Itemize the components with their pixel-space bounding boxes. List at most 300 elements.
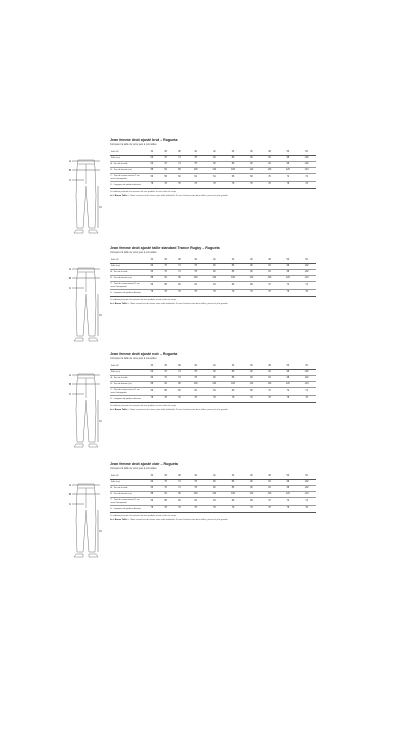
table-cell: 96 [178,168,181,171]
size-table [110,150,316,189]
table-cell: 98 [286,270,290,273]
table-cell: 58 [164,390,167,392]
table-cell: 102 [304,486,309,489]
size-header-cell: 50 [286,150,290,153]
table-cell: 66 [150,486,154,489]
table-cell: 90 [250,270,253,273]
table-cell: 78 [150,507,154,510]
table-row-d [110,182,316,188]
marker-b: B [69,492,72,496]
row-label: A : Tour de la taille [110,486,128,489]
size-header-cell: 44 [231,474,235,477]
table-cell: 74 [178,480,181,483]
marker-d: D [99,205,102,209]
table-cell: 78 [194,270,197,273]
table-cell: 74 [305,390,308,392]
table-cell: 62 [194,176,197,178]
table-row-d [110,506,316,512]
table-cell: 64 [213,284,216,286]
table-cell: 124 [304,382,309,385]
table-cell: 58 [164,500,167,502]
table-cell: 60 [178,284,181,286]
marker-a: A [69,267,72,271]
table-cell: 66 [150,480,154,483]
table-cell: 120 [285,168,290,171]
section-title: Jean femme droit ajusté noir – Rugueta [110,352,178,356]
table-cell: 62 [194,390,197,392]
table-cell: 78 [150,291,154,294]
marker-c: C [69,178,72,182]
table-cell: 70 [268,390,271,392]
table-cell: 104 [212,168,217,171]
table-cell: 66 [231,500,235,502]
table-cell: 90 [250,162,253,165]
fit-advice: La « Bonne Taille » : Notre conseil est de choisir votre taille habituelle. Si vous hésitez entre deux tailles, prenez la plus grande. [110,518,229,521]
size-header-cell: 34 [150,150,154,153]
marker-b: B [69,168,72,172]
row-label: B : Tour de bassin (cm) [110,383,132,386]
section-subtitle: Comparer la taille de votre jean à nos tailles [110,357,157,360]
table-cell: 104 [212,492,217,495]
table-cell: 78 [164,183,167,186]
table-cell: 92 [164,168,167,171]
table-cell: 82 [213,486,216,489]
table-cell: 78 [164,397,167,400]
size-header-cell: 52 [305,258,308,261]
table-cell: 98 [286,376,290,379]
table-cell: 78 [150,183,154,186]
marker-a: A [69,373,72,377]
row-label: B : Tour de bassin (cm) [110,493,132,496]
table-cell: 86 [231,376,235,379]
measurement-note: Ce tableau présente les mesures de nos produits et non celles du corps. [110,404,177,407]
table-cell: 102 [304,264,309,267]
section-subtitle: Comparer la taille de votre jean à nos tailles [110,251,157,254]
marker-b: B [69,382,72,386]
table-cell: 78 [286,397,290,400]
table-cell: 100 [193,276,198,279]
measurement-note: Ce tableau présente les mesures de nos produits et non celles du corps. [110,514,177,517]
table-row-c [110,497,316,506]
table-cell: 94 [268,486,271,489]
table-cell: 96 [178,276,181,279]
table-cell: 78 [305,507,308,510]
table-cell: 116 [267,276,272,279]
table-cell: 78 [250,183,253,186]
table-cell: 90 [250,370,253,373]
table-cell: 78 [178,507,181,510]
table-row-d [110,290,316,296]
size-header-cell: 36 [164,150,167,153]
table-cell: 86 [231,264,235,267]
table-cell: 86 [231,162,235,165]
table-cell: 78 [250,507,253,510]
table-cell: 124 [304,168,309,171]
row-label: Taille FR [110,151,119,154]
table-cell: 86 [231,370,235,373]
jeans-diagram-icon [68,156,104,236]
size-header-cell: 46 [250,364,253,367]
table-cell: 62 [194,284,197,286]
size-header-cell: 42 [213,150,216,153]
table-cell: 78 [194,507,197,510]
table-cell: 78 [178,183,181,186]
table-cell: 88 [150,492,154,495]
table-cell: 74 [178,162,181,165]
marker-a: A [69,483,72,487]
table-cell: 88 [150,382,154,385]
size-header-cell: 34 [150,364,154,367]
table-row-c [110,387,316,396]
table-cell: 116 [267,168,272,171]
table-cell: 74 [305,500,308,502]
table-cell: 120 [285,382,290,385]
table-cell: 94 [268,376,271,379]
table-cell: 82 [213,480,216,483]
table-cell: 78 [268,397,271,400]
table-cell: 112 [249,492,254,495]
size-header-cell: 46 [250,258,253,261]
row-label: Taille (cm) [110,264,120,267]
row-label: B : Tour de bassin (cm) [110,169,132,172]
marker-d: D [99,529,102,533]
section-title: Jean femme droit ajusté taille standard Trance Rugby – Rugueta [110,246,220,250]
table-cell: 70 [164,370,167,373]
table-cell: 78 [250,291,253,294]
row-label: Taille FR [110,365,119,368]
fit-advice: La « Bonne Taille » : Notre conseil est de choisir votre taille habituelle. Si vous hésitez entre deux tailles, prenez la plus grande. [110,194,229,197]
table-cell: 60 [178,500,181,502]
size-header-cell: 36 [164,258,167,261]
size-header-cell: 48 [268,150,271,153]
table-cell: 78 [231,507,235,510]
table-cell: 120 [285,276,290,279]
table-cell: 78 [268,291,271,294]
table-cell: 70 [268,500,271,502]
size-header-cell: 36 [164,474,167,477]
table-cell: 66 [231,390,235,392]
table-cell: 74 [305,284,308,286]
table-cell: 66 [231,176,235,178]
size-header-cell: 42 [213,364,216,367]
table-cell: 78 [194,183,197,186]
row-label: B : Tour de bassin (cm) [110,277,132,280]
table-cell: 88 [150,168,154,171]
table-cell: 70 [164,376,167,379]
table-cell: 102 [304,376,309,379]
table-cell: 74 [178,156,181,159]
table-cell: 100 [193,492,198,495]
marker-a: A [69,159,72,163]
table-cell: 58 [164,176,167,178]
table-row-c [110,173,316,182]
size-header-cell: 38 [178,364,181,367]
table-cell: 68 [250,500,253,502]
table-cell: 78 [268,183,271,186]
table-cell: 78 [213,183,216,186]
table-cell: 68 [250,284,253,286]
size-header-cell: 50 [286,258,290,261]
size-header-cell: 50 [286,474,290,477]
table-cell: 78 [305,397,308,400]
table-cell: 82 [213,162,216,165]
marker-c: C [69,286,72,290]
table-cell: 78 [194,264,197,267]
table-cell: 56 [150,176,154,178]
table-cell: 82 [213,370,216,373]
fit-advice: La « Bonne Taille » : Notre conseil est de choisir votre taille habituelle. Si vous hésitez entre deux tailles, prenez la plus grande. [110,408,229,411]
table-cell: 78 [286,183,290,186]
table-cell: 72 [286,284,290,286]
table-cell: 70 [164,486,167,489]
table-cell: 72 [286,500,290,502]
table-cell: 70 [164,270,167,273]
size-header-cell: 48 [268,258,271,261]
table-cell: 120 [285,492,290,495]
table-cell: 102 [304,162,309,165]
table-cell: 98 [286,264,290,267]
marker-c: C [69,502,72,506]
table-cell: 74 [305,176,308,178]
table-cell: 92 [164,276,167,279]
table-cell: 92 [164,492,167,495]
table-cell: 90 [250,480,253,483]
table-cell: 108 [231,168,235,171]
table-cell: 74 [178,270,181,273]
measurement-note: Ce tableau présente les mesures de nos produits et non celles du corps. [110,298,177,301]
table-cell: 78 [178,291,181,294]
table-cell: 68 [250,176,253,178]
size-header-cell: 48 [268,364,271,367]
table-cell: 78 [178,397,181,400]
table-cell: 78 [164,291,167,294]
size-header-cell: 40 [194,474,197,477]
row-label: Taille FR [110,475,119,478]
table-cell: 74 [178,370,181,373]
size-header-cell: 52 [305,474,308,477]
table-cell: 78 [286,291,290,294]
jeans-diagram-icon [68,480,104,560]
table-cell: 86 [231,270,235,273]
section-subtitle: Comparer la taille de votre jean à nos tailles [110,467,157,470]
size-header-cell: 44 [231,258,235,261]
size-guide-section [68,462,318,562]
size-header-cell: 38 [178,150,181,153]
table-cell: 66 [150,376,154,379]
table-cell: 90 [250,156,253,159]
section-title: Jean femme droit ajusté clair – Rugueta [110,462,178,466]
table-cell: 78 [194,376,197,379]
jeans-diagram-icon [68,264,104,344]
table-cell: 98 [286,162,290,165]
table-cell: 78 [194,480,197,483]
table-cell: 64 [213,176,216,178]
table-cell: 108 [231,382,235,385]
row-label: C : Tour de cuisse mesuré 5 cm sous l'entrejambe [110,388,140,394]
table-cell: 86 [231,486,235,489]
marker-d: D [99,419,102,423]
size-header-cell: 42 [213,258,216,261]
table-cell: 82 [213,376,216,379]
size-guide-section [68,138,318,238]
table-cell: 70 [164,162,167,165]
table-cell: 92 [164,382,167,385]
table-cell: 94 [268,270,271,273]
table-cell: 78 [231,397,235,400]
row-label: A : Tour de la taille [110,270,128,273]
measurement-note: Ce tableau présente les mesures de nos produits et non celles du corps. [110,190,177,193]
table-cell: 66 [150,270,154,273]
marker-c: C [69,392,72,396]
table-cell: 56 [150,390,154,392]
table-cell: 62 [194,500,197,502]
size-header-cell: 40 [194,364,197,367]
table-cell: 102 [304,156,309,159]
table-cell: 112 [249,382,254,385]
table-cell: 72 [286,390,290,392]
size-table [110,258,316,297]
size-header-cell: 48 [268,474,271,477]
size-header-cell: 52 [305,364,308,367]
row-label: Taille (cm) [110,480,120,483]
table-cell: 116 [267,492,272,495]
table-cell: 100 [193,168,198,171]
table-cell: 70 [164,156,167,159]
table-cell: 78 [268,507,271,510]
table-cell: 66 [150,162,154,165]
table-cell: 100 [193,382,198,385]
table-cell: 82 [213,264,216,267]
row-label: D : Longueur de jambe intérieure [110,397,141,400]
row-label: A : Tour de la taille [110,162,128,165]
table-cell: 96 [178,492,181,495]
table-cell: 102 [304,480,309,483]
table-cell: 78 [213,397,216,400]
table-cell: 74 [178,264,181,267]
size-header-cell: 42 [213,474,216,477]
table-cell: 102 [304,370,309,373]
jeans-diagram-icon [68,370,104,450]
table-cell: 78 [194,291,197,294]
table-cell: 78 [231,183,235,186]
table-cell: 112 [249,276,254,279]
table-cell: 78 [194,486,197,489]
table-cell: 86 [231,156,235,159]
table-cell: 94 [268,264,271,267]
table-row-d [110,396,316,402]
table-cell: 124 [304,276,309,279]
size-table [110,474,316,513]
row-label: Taille FR [110,259,119,262]
size-header-cell: 34 [150,474,154,477]
size-header-cell: 36 [164,364,167,367]
size-header-cell: 38 [178,258,181,261]
table-cell: 72 [286,176,290,178]
table-cell: 56 [150,500,154,502]
table-cell: 86 [231,480,235,483]
fit-advice: La « Bonne Taille » : Notre conseil est de choisir votre taille habituelle. Si vous hésitez entre deux tailles, prenez la plus grande. [110,302,229,305]
table-cell: 70 [268,284,271,286]
table-cell: 98 [286,156,290,159]
marker-d: D [99,313,102,317]
table-cell: 124 [304,492,309,495]
table-cell: 78 [213,507,216,510]
table-cell: 90 [250,486,253,489]
table-cell: 66 [150,156,154,159]
table-cell: 90 [250,264,253,267]
table-cell: 66 [231,284,235,286]
table-row-c [110,281,316,290]
row-label: D : Longueur de jambe intérieure [110,507,141,510]
table-cell: 78 [286,507,290,510]
table-cell: 58 [164,284,167,286]
table-cell: 94 [268,480,271,483]
table-cell: 90 [250,376,253,379]
table-cell: 74 [178,486,181,489]
table-cell: 64 [213,500,216,502]
table-cell: 108 [231,276,235,279]
table-cell: 88 [150,276,154,279]
row-label: C : Tour de cuisse mesuré 5 cm sous l'entrejambe [110,282,140,288]
size-guide-section [68,246,318,346]
table-cell: 78 [194,162,197,165]
row-label: C : Tour de cuisse mesuré 5 cm sous l'entrejambe [110,498,140,504]
table-cell: 78 [305,291,308,294]
table-cell: 116 [267,382,272,385]
row-label: Taille (cm) [110,156,120,159]
table-cell: 78 [194,397,197,400]
table-cell: 78 [231,291,235,294]
table-cell: 82 [213,156,216,159]
row-label: D : Longueur de jambe intérieure [110,183,141,186]
table-cell: 78 [213,291,216,294]
table-cell: 70 [164,264,167,267]
table-cell: 104 [212,276,217,279]
table-cell: 82 [213,270,216,273]
table-cell: 56 [150,284,154,286]
table-cell: 66 [150,264,154,267]
table-cell: 94 [268,162,271,165]
table-cell: 60 [178,390,181,392]
size-header-cell: 34 [150,258,154,261]
table-cell: 78 [164,507,167,510]
table-cell: 94 [268,156,271,159]
table-cell: 66 [150,370,154,373]
table-cell: 70 [164,480,167,483]
table-cell: 78 [305,183,308,186]
table-cell: 78 [194,156,197,159]
marker-b: B [69,276,72,280]
table-cell: 98 [286,486,290,489]
row-label: C : Tour de cuisse mesuré 5 cm sous l'entrejambe [110,174,140,180]
table-cell: 74 [178,376,181,379]
row-label: A : Tour de la taille [110,376,128,379]
size-table [110,364,316,403]
size-header-cell: 40 [194,150,197,153]
table-cell: 112 [249,168,254,171]
size-header-cell: 50 [286,364,290,367]
size-header-cell: 38 [178,474,181,477]
size-header-cell: 40 [194,258,197,261]
table-cell: 78 [250,397,253,400]
size-header-cell: 46 [250,474,253,477]
table-cell: 64 [213,390,216,392]
table-cell: 60 [178,176,181,178]
section-subtitle: Comparer la taille de votre jean à nos tailles [110,143,157,146]
row-label: Taille (cm) [110,370,120,373]
table-cell: 78 [150,397,154,400]
size-header-cell: 52 [305,150,308,153]
